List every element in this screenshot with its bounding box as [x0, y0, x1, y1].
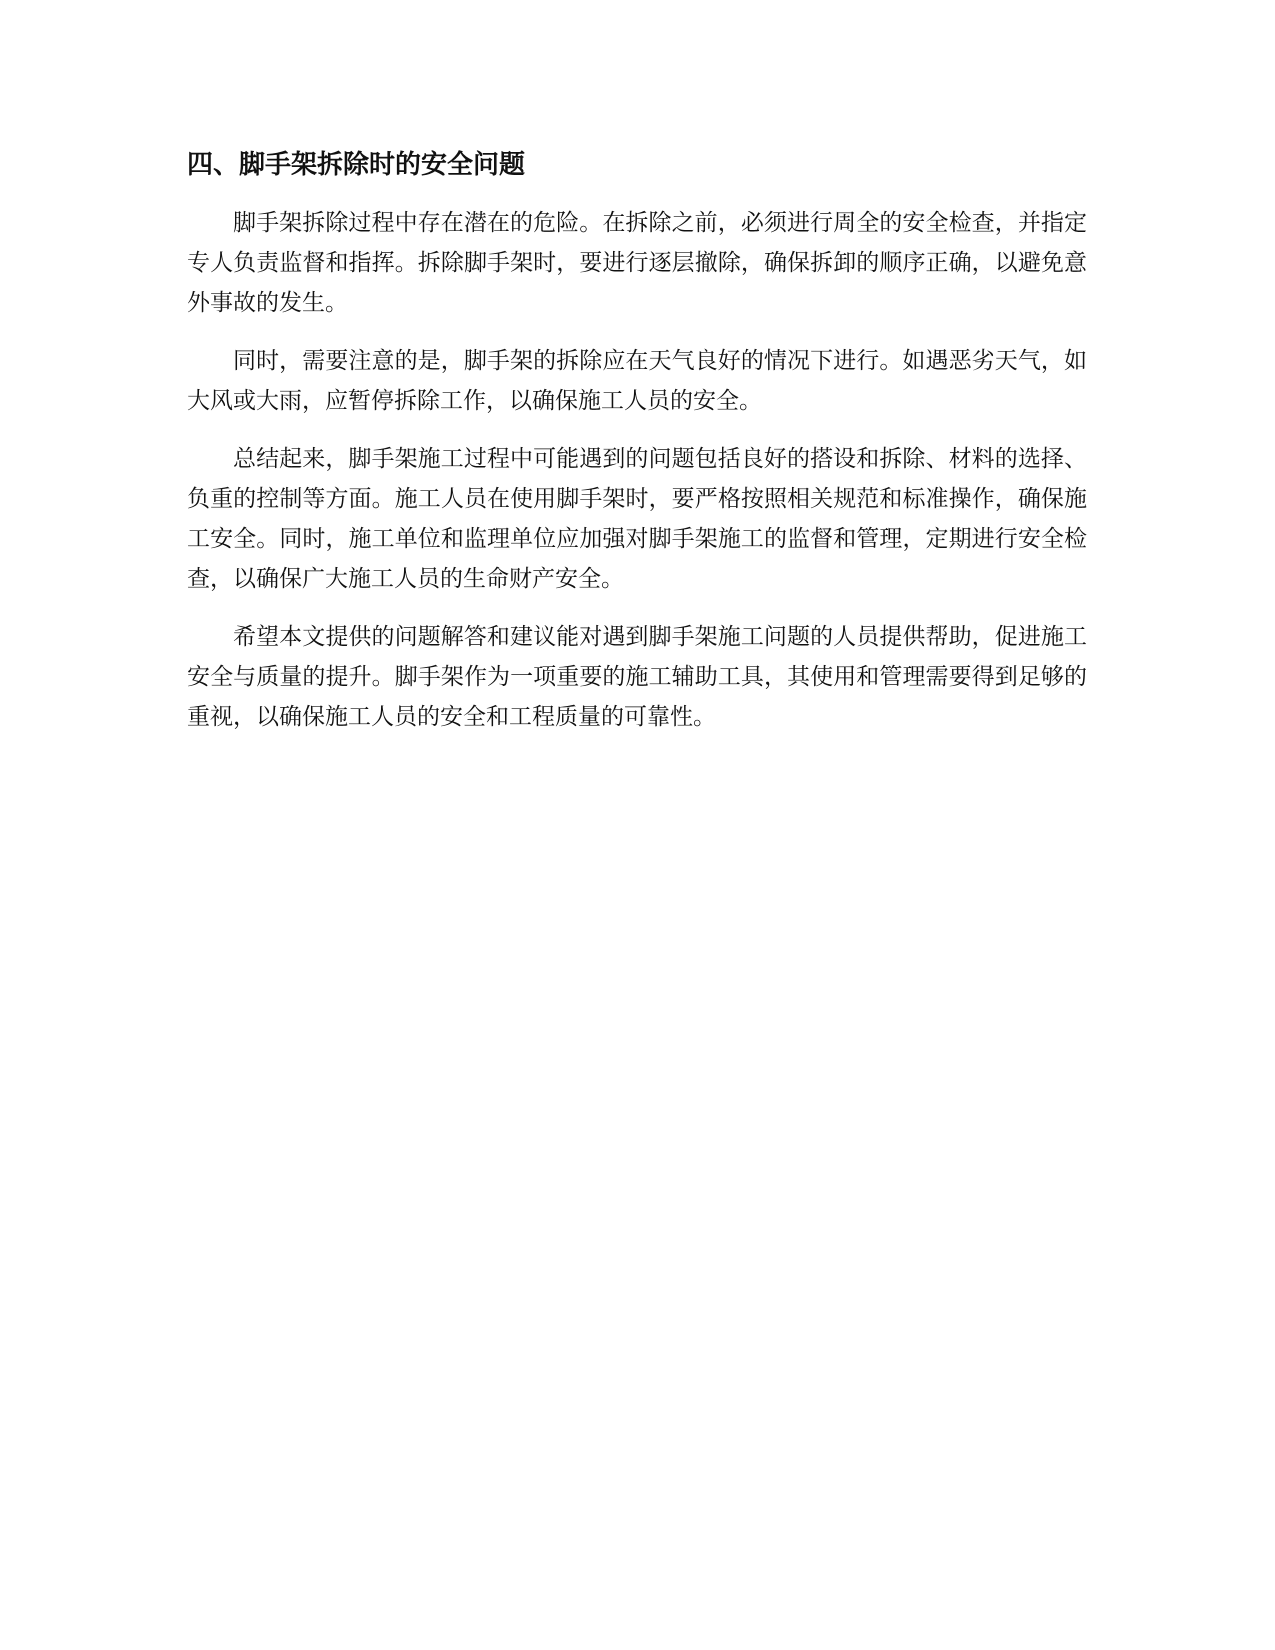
- paragraph-weather: 同时，需要注意的是，脚手架的拆除应在天气良好的情况下进行。如遇恶劣天气，如大风或大雨，应暂停拆除工作，以确保施工人员的安全。: [187, 348, 1087, 414]
- section-heading: 四、脚手架拆除时的安全问题: [187, 150, 526, 180]
- paragraph-conclusion: 希望本文提供的问题解答和建议能对遇到脚手架施工问题的人员提供帮助，促进施工安全与质量的提升。脚手架作为一项重要的施工辅助工具，其使用和管理需要得到足够的重视，以确保施工人员的安全和工程质量的可靠性。: [187, 624, 1087, 730]
- document-body: [187, 145, 1087, 755]
- paragraph-summary: 总结起来，脚手架施工过程中可能遇到的问题包括良好的搭设和拆除、材料的选择、负重的控制等方面。施工人员在使用脚手架时，要严格按照相关规范和标准操作，确保施工安全。同时，施工单位和监理单位应加强对脚手架施工的监督和管理，定期进行安全检查，以确保广大施工人员的生命财产安全。: [187, 446, 1087, 592]
- paragraph-disassembly-risk: 脚手架拆除过程中存在潜在的危险。在拆除之前，必须进行周全的安全检查，并指定专人负责监督和指挥。拆除脚手架时，要进行逐层撤除，确保拆卸的顺序正确，以避免意外事故的发生。: [187, 210, 1087, 316]
